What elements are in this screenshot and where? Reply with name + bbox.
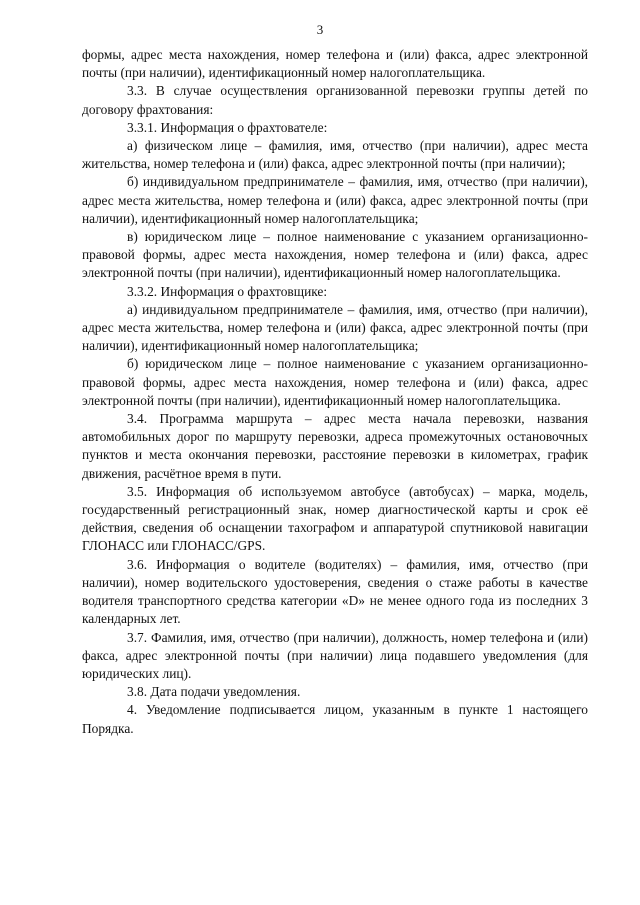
paragraph-3-3-1-c: в) юридическом лице – полное наименование с указанием организационно-правовой формы, адрес места нахождения, номер телефона и (или) факса, адрес электронной почты (при наличии), идентификационный номер налогоплательщика. (82, 229, 588, 281)
paragraph-3-8: 3.8. Дата подачи уведомления. (127, 684, 301, 700)
paragraph-3-3-1: 3.3.1. Информация о фрахтователе: (127, 119, 328, 135)
paragraph-3-5: 3.5. Информация об используемом автобусе (автобусах) – марка, модель, государственный регистрационный знак, номер диагностической карты и срок её действия, сведения об оснащении тахографом и аппаратурой спутниковой навигации ГЛОНАСС или ГЛОНАСС/GPS. (82, 483, 588, 554)
paragraph-3-6: 3.6. Информация о водителе (водителях) – фамилия, имя, отчество (при наличии), номер водительского удостоверения, сведения о стаже работы в качестве водителя транспортного средства категории «D» не менее одного года из последних 3 календарных лет. (82, 556, 588, 627)
page-number: 3 (316, 22, 324, 37)
paragraph-3-3: 3.3. В случае осуществления организованной перевозки группы детей по договору фрахтования: (82, 83, 588, 117)
paragraph-3-3-1-a: а) физическом лице – фамилия, имя, отчество (при наличии), адрес места жительства, номер телефона и (или) факса, адрес электронной почты (при наличии); (82, 138, 588, 172)
paragraph-3-3-1-b: б) индивидуальном предпринимателе – фамилия, имя, отчество (при наличии), адрес места жительства, номер телефона и (или) факса, адрес электронной почты (при наличии), идентификационный номер налогоплательщика; (82, 174, 588, 226)
document-body (82, 46, 588, 738)
paragraph-continuation: формы, адрес места нахождения, номер телефона и (или) факса, адрес электронной почты (при наличии), идентификационный номер налогоплательщика. (82, 47, 588, 81)
paragraph-4: 4. Уведомление подписывается лицом, указанным в пункте 1 настоящего Порядка. (82, 702, 588, 736)
paragraph-3-3-2-b: б) юридическом лице – полное наименование с указанием организационно-правовой формы, адрес места нахождения, номер телефона и (или) факса, адрес электронной почты (при наличии), идентификационный номер налогоплательщика. (82, 356, 588, 408)
paragraph-3-3-2-a: а) индивидуальном предпринимателе – фамилия, имя, отчество (при наличии), адрес места жительства, номер телефона и (или) факса, адрес электронной почты (при наличии), идентификационный номер налогоплательщика; (82, 301, 588, 354)
paragraph-3-3-2: 3.3.2. Информация о фрахтовщике: (127, 283, 328, 299)
paragraph-3-4: 3.4. Программа маршрута – адрес места начала перевозки, названия автомобильных дорог по маршруту перевозки, адреса промежуточных остановочных пунктов и места окончания перевозки, расстояние перевозки в километрах, график движения, расчётное время в пути. (82, 411, 588, 481)
paragraph-3-7: 3.7. Фамилия, имя, отчество (при наличии), должность, номер телефона и (или) факса, адрес электронной почты (при наличии) лица подавшего уведомления (для юридических лиц). (82, 629, 588, 681)
